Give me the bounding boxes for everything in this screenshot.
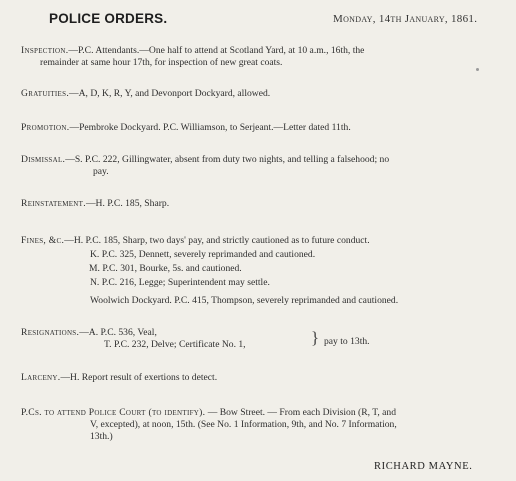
police-court-text-3: 13th.) [90,431,113,442]
fines-label: Fines, &c. [21,235,65,246]
police-court-text-1: — Bow Street. — From each Division (R, T, and [205,407,397,418]
order-date: Monday, 14th January, 1861. [333,13,478,25]
police-court-order [21,407,396,419]
signature: RICHARD MAYNE. [374,461,473,472]
larceny-label: Larceny. [21,372,61,383]
dismissal-text-1: —S. P.C. 222, Gillingwater, absent from duty two nights, and telling a falsehood; no [65,154,390,165]
dismissal-text-2: pay. [93,166,109,177]
promotion-text: —Pembroke Dockyard. P.C. Williamson, to Serjeant.—Letter dated 11th. [69,122,351,133]
dismissal-label: Dismissal. [21,154,66,165]
dismissal-order [21,154,389,166]
larceny-order [21,372,217,384]
resignations-order [21,327,157,339]
resignations-line-2: T. P.C. 232, Delve; Certificate No. 1, [104,339,246,350]
inspection-label: Inspection. [21,45,69,56]
fines-line-h: —H. P.C. 185, Sharp, two days' pay, and strictly cautioned as to future conduct. [64,235,370,246]
resignations-line-1: —A. P.C. 536, Veal, [79,327,157,338]
brace-icon: } [311,328,320,347]
police-court-label: P.Cs. to attend Police Court (to identify). [21,407,206,418]
reinstatement-label: Reinstatement. [21,198,86,209]
page-title: POLICE ORDERS. [49,11,168,26]
fines-order [21,235,370,247]
reinstatement-order [21,198,169,210]
resignations-note: pay to 13th. [324,336,370,347]
fines-line-woolwich: Woolwich Dockyard. P.C. 415, Thompson, severely reprimanded and cautioned. [90,295,399,306]
police-court-text-2: V, excepted), at noon, 15th. (See No. 1 Information, 9th, and No. 7 Information, [90,419,397,430]
gratuities-order [21,88,270,100]
promotion-label: Promotion. [21,122,70,133]
promotion-order [21,122,351,134]
fines-line-m: M. P.C. 301, Bourke, 5s. and cautioned. [89,263,242,274]
inspection-text-1: —P.C. Attendants.—One half to attend at Scotland Yard, at 10 a.m., 16th, the [68,45,365,56]
reinstatement-text: —H. P.C. 185, Sharp. [85,198,170,209]
inspection-text-2: remainder at same hour 17th, for inspection of new great coats. [40,57,283,68]
ink-speck [476,68,479,71]
resignations-label: Resignations. [21,327,80,338]
larceny-text: —H. Report result of exertions to detect. [60,372,218,383]
fines-line-n: N. P.C. 216, Legge; Superintendent may settle. [90,277,270,288]
gratuities-label: Gratuities. [21,88,70,99]
gratuities-text: —A, D, K, R, Y, and Devonport Dockyard, allowed. [69,88,271,99]
inspection-order [21,45,364,57]
fines-line-k: K. P.C. 325, Dennett, severely reprimanded and cautioned. [90,249,316,260]
